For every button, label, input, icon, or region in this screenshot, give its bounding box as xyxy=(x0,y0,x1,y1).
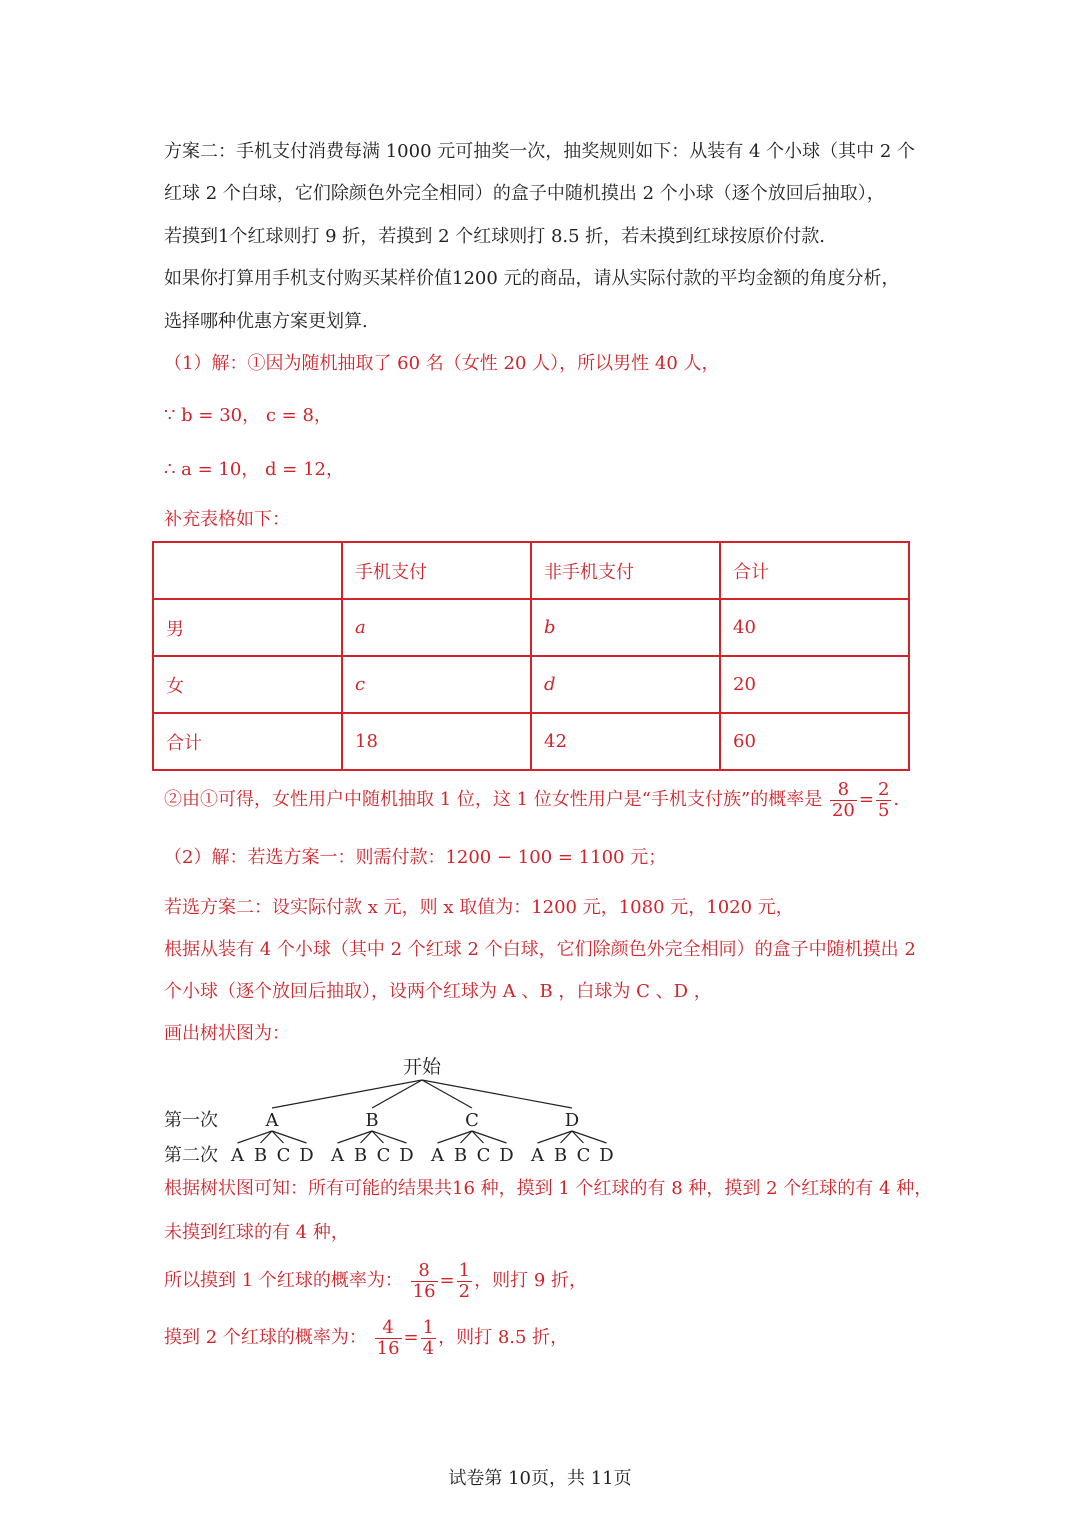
denominator: 4 xyxy=(422,1337,435,1359)
numerator: 1 xyxy=(458,1259,471,1281)
fraction xyxy=(876,780,891,821)
tree-node-level1: B xyxy=(365,1110,379,1131)
tree-root-label: 开始 xyxy=(402,1056,442,1078)
table-cell: 60 xyxy=(720,713,909,770)
solution-table-intro: 补充表格如下： xyxy=(164,509,290,530)
problem-line-1: 方案二：手机支付消费每满 1000 元可抽奖一次，抽奖规则如下：从装有 4 个小球（其中 2 个 xyxy=(164,141,916,162)
period: . xyxy=(893,789,900,810)
numerator: 4 xyxy=(375,1318,402,1339)
denominator: 2 xyxy=(458,1280,471,1302)
tree-node-level2: A xyxy=(231,1145,244,1166)
tree-edge xyxy=(422,1080,572,1108)
problem-line-5: 选择哪种优惠方案更划算. xyxy=(164,311,368,332)
solution-tree-intro: 画出树状图为： xyxy=(164,1023,290,1044)
tree-node-level2: C xyxy=(376,1145,391,1166)
probability-text: ②由①可得，女性用户中随机抽取 1 位，这 1 位女性用户是“手机支付族”的概率是 xyxy=(164,789,823,810)
table-cell xyxy=(153,542,342,599)
table-cell: 20 xyxy=(720,656,909,713)
prob-one-end: ，则打 9 折， xyxy=(474,1270,587,1291)
prob-two-text: 摸到 2 个红球的概率为： xyxy=(164,1327,367,1348)
denominator: 5 xyxy=(877,799,890,821)
solution-plan-two: 若选方案二：设实际付款 x 元，则 x 取值为：1200 元，1080 元，1020 元， xyxy=(164,897,794,918)
tree-node-level2: D xyxy=(299,1145,314,1166)
tree-node-level2: A xyxy=(531,1145,544,1166)
table-cell: 18 xyxy=(342,713,531,770)
tree-node-level1: C xyxy=(465,1110,479,1131)
tree-nodes xyxy=(230,1110,614,1166)
solution-prob-one-red xyxy=(164,1258,587,1304)
tree-node-level2: C xyxy=(276,1145,291,1166)
fraction xyxy=(375,1318,402,1359)
table-cell: a xyxy=(342,599,531,656)
solution-derived-ad: ∴ a = 10， d = 12， xyxy=(164,459,345,480)
fraction xyxy=(421,1318,436,1359)
tree-edges xyxy=(238,1080,607,1143)
numerator: 8 xyxy=(411,1261,438,1282)
table-cell: 女 xyxy=(153,656,342,713)
page-footer: 试卷第 10页，共 11页 xyxy=(448,1468,632,1489)
tree-diagram xyxy=(152,1050,632,1170)
numerator: 2 xyxy=(877,778,890,800)
tree-node-level2: B xyxy=(353,1145,368,1166)
problem-line-3: 若摸到1个红球则打 9 折，若摸到 2 个红球则打 8.5 折，若未摸到红球按原价付款. xyxy=(164,226,826,247)
denominator: 16 xyxy=(376,1337,400,1359)
table-row xyxy=(153,713,909,770)
solution-given-bc: ∵ b = 30， c = 8， xyxy=(164,405,332,426)
tree-node-level2: B xyxy=(253,1145,268,1166)
table-cell: 手机支付 xyxy=(342,542,531,599)
equals-sign: = xyxy=(858,789,874,810)
tree-node-level2: D xyxy=(499,1145,514,1166)
table-cell: 40 xyxy=(720,599,909,656)
solution-probability-line xyxy=(164,778,899,822)
table-cell: b xyxy=(531,599,720,656)
tree-node-level2: D xyxy=(399,1145,414,1166)
table-cell: 非手机支付 xyxy=(531,542,720,599)
denominator: 20 xyxy=(831,799,855,821)
tree-level1-label: 第一次 xyxy=(164,1110,218,1131)
table-row xyxy=(153,656,909,713)
solution-no-red: 未摸到红球的有 4 种， xyxy=(164,1222,349,1243)
problem-line-4: 如果你打算用手机支付购买某样价值1200 元的商品，请从实际付款的平均金额的角度分析， xyxy=(164,268,900,289)
tree-node-level2: C xyxy=(576,1145,591,1166)
table-cell: 42 xyxy=(531,713,720,770)
tree-node-level2: A xyxy=(331,1145,344,1166)
solution-tree-result: 根据树状图可知：所有可能的结果共16 种，摸到 1 个红球的有 8 种，摸到 2 个红球的有 4 种， xyxy=(164,1178,933,1199)
tree-node-level2: A xyxy=(431,1145,444,1166)
tree-node-level1: A xyxy=(265,1110,279,1131)
tree-node-level2: B xyxy=(453,1145,468,1166)
fraction xyxy=(457,1261,472,1302)
fraction xyxy=(830,780,857,821)
solution-line-1: （1）解：①因为随机抽取了 60 名（女性 20 人），所以男性 40 人， xyxy=(164,353,720,374)
tree-edge xyxy=(272,1080,422,1108)
tree-node-level2: D xyxy=(599,1145,614,1166)
table-header-row xyxy=(153,542,909,599)
fraction xyxy=(411,1261,438,1302)
tree-level2-label: 第二次 xyxy=(164,1145,218,1166)
table-cell: 合计 xyxy=(720,542,909,599)
solution-setup-1: 根据从装有 4 个小球（其中 2 个红球 2 个白球，它们除颜色外完全相同）的盒子中随机摸出 2 xyxy=(164,939,916,960)
numerator: 8 xyxy=(830,780,857,801)
prob-two-end: ，则打 8.5 折， xyxy=(438,1327,569,1348)
solution-setup-2: 个小球（逐个放回后抽取），设两个红球为 A 、B ，白球为 C 、D ， xyxy=(164,981,712,1002)
table-cell: d xyxy=(531,656,720,713)
problem-line-2: 红球 2 个白球，它们除颜色外完全相同）的盒子中随机摸出 2 个小球（逐个放回后抽取）， xyxy=(164,183,885,204)
contingency-table xyxy=(152,541,910,771)
equals-sign: = xyxy=(439,1270,455,1291)
denominator: 16 xyxy=(412,1280,436,1302)
equals-sign: = xyxy=(403,1327,419,1348)
tree-node-level2: B xyxy=(553,1145,568,1166)
table-cell: 男 xyxy=(153,599,342,656)
numerator: 1 xyxy=(422,1316,435,1338)
tree-node-level1: D xyxy=(564,1110,580,1131)
table-cell: 合计 xyxy=(153,713,342,770)
solution-prob-two-red xyxy=(164,1315,568,1361)
table-cell: c xyxy=(342,656,531,713)
tree-node-level2: C xyxy=(476,1145,491,1166)
prob-one-text: 所以摸到 1 个红球的概率为： xyxy=(164,1270,403,1291)
table-row xyxy=(153,599,909,656)
solution-plan-one: （2）解：若选方案一：则需付款：1200 − 100 = 1100 元； xyxy=(164,847,667,868)
